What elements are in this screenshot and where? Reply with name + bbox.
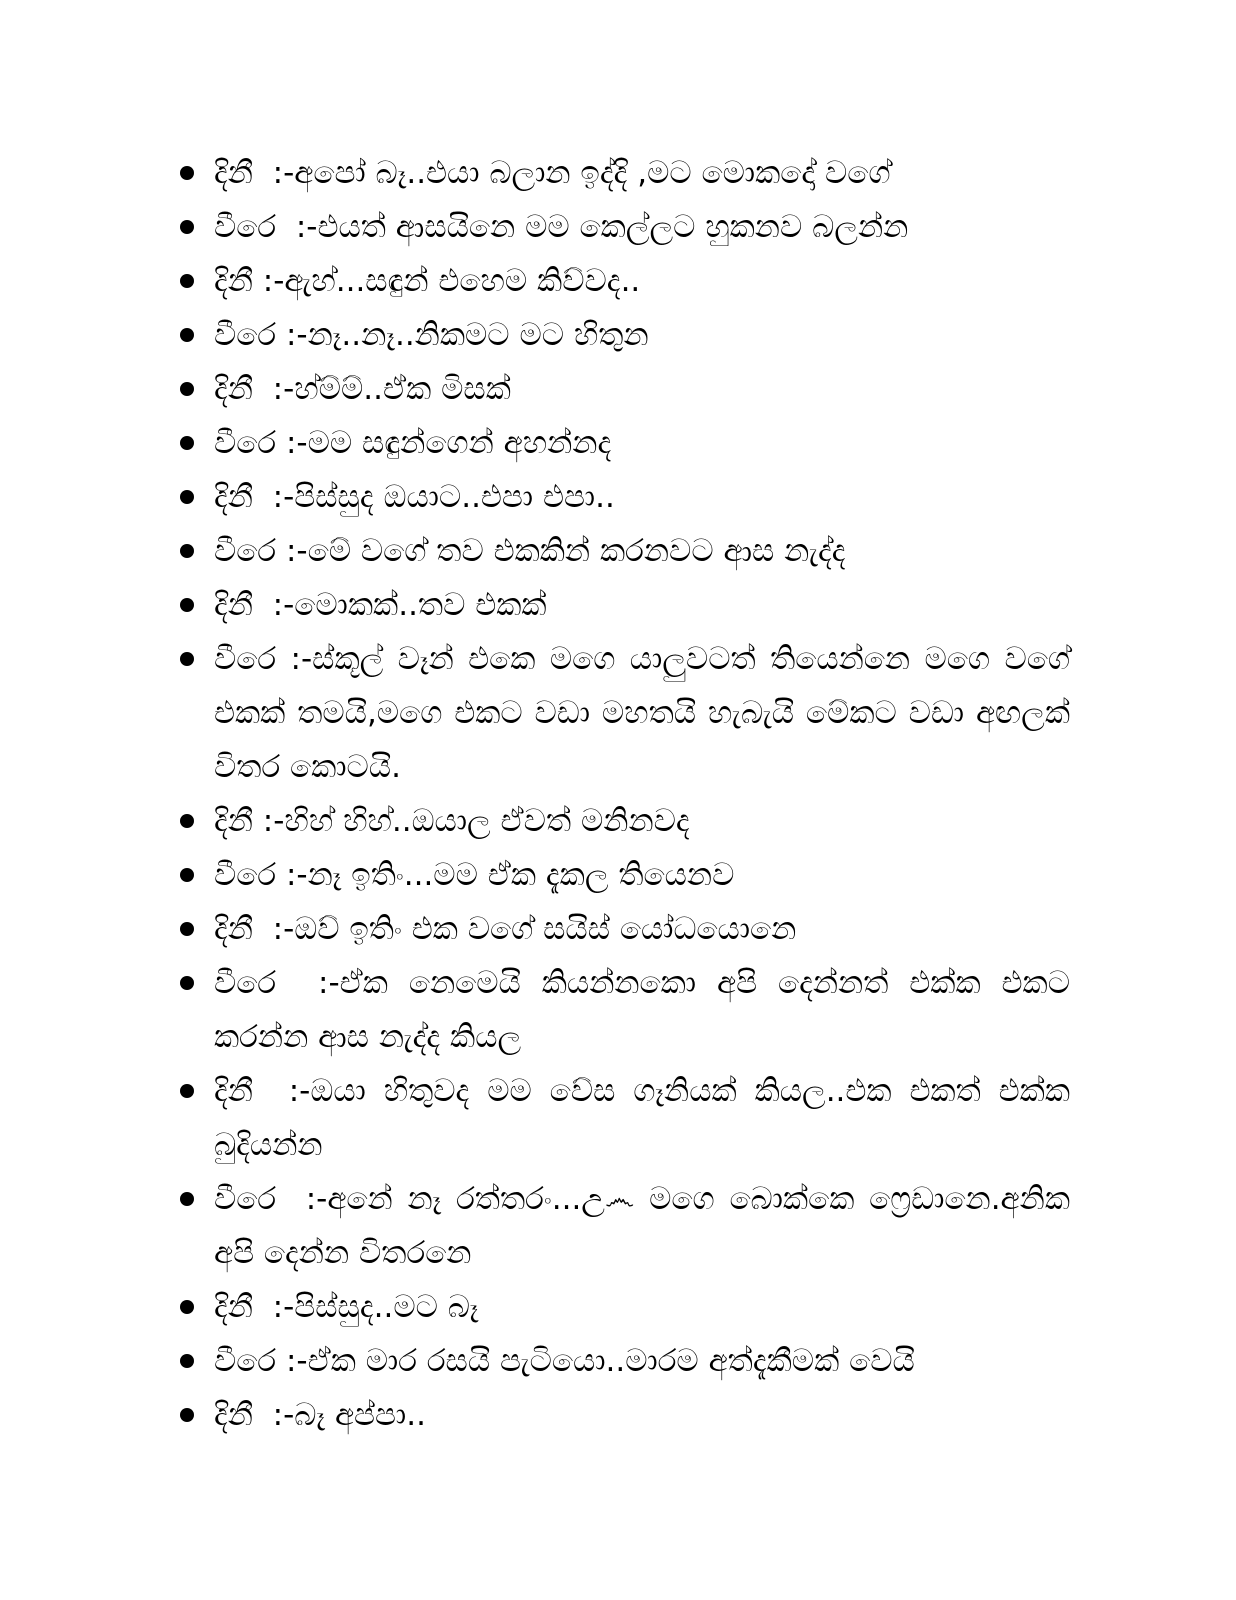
speaker-name: වීරෙ <box>214 641 277 677</box>
speaker-name: වීරෙ <box>214 317 277 353</box>
list-item <box>214 146 1070 200</box>
dialogue-text: :-ඒක නෙමෙයි කියන්නකො අපි දෙන්නත් එක්ක එකට කරන්න ආස නැද්ද කියල <box>214 965 1071 1055</box>
dialogue-text: :-මේ වගේ තව එකකින් කරනවට ආස නැද්ද <box>285 533 846 569</box>
bullet-icon <box>180 1354 194 1368</box>
list-item <box>214 848 1070 902</box>
list-item <box>214 416 1070 470</box>
list-item <box>214 254 1070 308</box>
speaker-name: වීරෙ <box>214 533 277 569</box>
list-item <box>214 200 1070 254</box>
bullet-icon <box>180 598 194 612</box>
dialogue-text: :-ඇහ්...සඳුන් එහෙම කිව්වද.. <box>262 263 641 299</box>
speaker-name: දිනී <box>214 479 263 515</box>
bullet-icon <box>180 976 194 990</box>
dialogue-text: :-ඔව් ඉතිං එක වගේ සයිස් යෝධයොනෙ <box>272 911 797 947</box>
speaker-name: දිනී <box>214 155 263 191</box>
dialogue-text: :-ඒක මාර රසයි පැටියො..මාරම අත්දැකීමක් වෙයි <box>285 1343 915 1379</box>
bullet-icon <box>180 382 194 396</box>
dialogue-text: :-ස්කූල් වෑන් එකෙ මගෙ යාලුවටත් තියෙන්නෙ මගෙ වගේ එකක් තමයි,මගෙ එකට වඩා මහතයි හැබැයි මේකට වඩා අඟලක් විතර කොටයි. <box>214 641 1071 785</box>
list-item <box>214 956 1070 1064</box>
speaker-name: වීරෙ <box>214 425 277 461</box>
speaker-name: වීරෙ <box>214 209 286 245</box>
dialogue-text: :-අනේ නෑ රත්තරං...උ෴ මගෙ බොක්කෙ ෆ්‍රෙඩානෙ.අනික අපි දෙන්න විතරනෙ <box>214 1181 1070 1271</box>
bullet-icon <box>180 1408 194 1422</box>
list-item <box>214 1334 1070 1388</box>
speaker-name: දිනී <box>214 371 263 407</box>
speaker-name: දිනී <box>214 803 253 839</box>
list-item <box>214 1280 1070 1334</box>
dialogue-text: :-ඔයා හිතුවද මම වේස ගෑනියක් කියල..එක එකත් එක්ක බුදියන්න <box>214 1073 1070 1163</box>
speaker-name: දිනී <box>214 1073 271 1109</box>
list-item <box>214 632 1070 794</box>
list-item <box>214 1388 1070 1442</box>
dialogue-text: :-පිස්සුද..මට බෑ <box>272 1289 479 1325</box>
bullet-icon <box>180 220 194 234</box>
bullet-icon <box>180 814 194 828</box>
dialogue-text: :-පිස්සුද ඔයාට..එපා එපා.. <box>272 479 615 515</box>
list-item <box>214 524 1070 578</box>
speaker-name: වීරෙ <box>214 965 298 1001</box>
speaker-name: දිනී <box>214 263 253 299</box>
speaker-name: වීරෙ <box>214 1343 277 1379</box>
bullet-icon <box>180 436 194 450</box>
bullet-icon <box>180 328 194 342</box>
list-item <box>214 794 1070 848</box>
bullet-icon <box>180 868 194 882</box>
dialogue-text: :-මොකක්..තව එකක් <box>272 587 547 623</box>
list-item <box>214 902 1070 956</box>
dialogue-text: :-එයත් ආසයිනෙ මම කෙල්ලට හුකනව බලන්න <box>295 209 909 245</box>
list-item <box>214 308 1070 362</box>
speaker-name: දිනී <box>214 587 263 623</box>
list-item <box>214 1172 1070 1280</box>
bullet-icon <box>180 652 194 666</box>
speaker-name: දිනී <box>214 1289 263 1325</box>
bullet-icon <box>180 1300 194 1314</box>
list-item <box>214 362 1070 416</box>
list-item <box>214 578 1070 632</box>
bullet-icon <box>180 1084 194 1098</box>
dialogue-text: :-නෑ..නෑ..නිකමට මට හිතුන <box>285 317 649 353</box>
bullet-icon <box>180 544 194 558</box>
speaker-name: දිනී <box>214 1397 263 1433</box>
bullet-icon <box>180 166 194 180</box>
dialogue-text: :-හ්ම්ම්..ඒක මිසක් <box>272 371 511 407</box>
dialogue-list <box>214 146 1070 1442</box>
dialogue-text: :-හිහ් හිහ්..ඔයාල ඒවත් මනිනවද <box>262 803 690 839</box>
list-item <box>214 1064 1070 1172</box>
bullet-icon <box>180 1192 194 1206</box>
dialogue-text: :-බෑ අප්පා.. <box>272 1397 426 1433</box>
bullet-icon <box>180 490 194 504</box>
speaker-name: දිනී <box>214 911 263 947</box>
dialogue-text: :-මම සඳුන්ගෙන් අහන්නද <box>285 425 612 461</box>
dialogue-text: :-නෑ ඉතිං...මම ඒක දැකල තියෙනව <box>285 857 735 893</box>
speaker-name: වීරෙ <box>214 1181 291 1217</box>
list-item <box>214 470 1070 524</box>
bullet-icon <box>180 922 194 936</box>
bullet-icon <box>180 274 194 288</box>
speaker-name: වීරෙ <box>214 857 277 893</box>
dialogue-text: :-අපෝ බෑ..එයා බලාන ඉද්දි ,මට මොකදෝ වගේ <box>272 155 891 191</box>
